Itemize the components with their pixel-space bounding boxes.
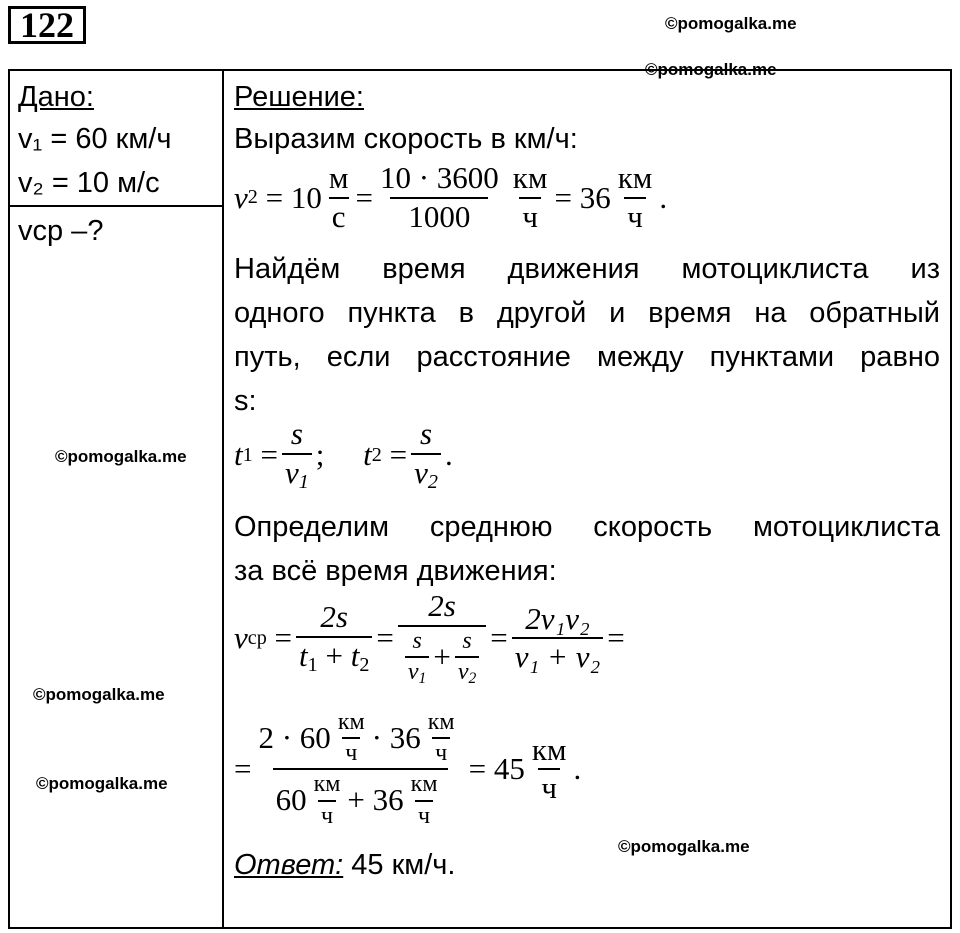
unit-fraction xyxy=(326,162,352,233)
frac-num: 10 · 3600 xyxy=(379,160,499,195)
fraction-s-v2 xyxy=(411,418,441,493)
column-divider xyxy=(222,69,224,929)
unit-den: ч xyxy=(538,768,560,805)
sub: 1 xyxy=(298,470,309,493)
num-part: 2 · 60 xyxy=(258,719,331,755)
unit-den: с xyxy=(329,197,349,234)
given-v1: v₁ = 60 км/ч xyxy=(18,123,172,155)
fraction-2s-t xyxy=(296,601,372,676)
unit-den: ч xyxy=(519,197,541,234)
watermark: ©pomogalka.me xyxy=(55,447,187,466)
frac-num: 2s xyxy=(320,599,348,635)
fraction-2s-sum xyxy=(398,590,486,687)
sub: 2 xyxy=(247,186,258,209)
sub: 2 xyxy=(427,470,438,493)
unit-fraction xyxy=(510,162,551,233)
paragraph-line: за всё время движения: xyxy=(234,555,557,587)
frac-num: 2s xyxy=(428,588,456,623)
equation-numeric: = 2 · 60 $\frac{км}{ч}$ · 36 $\frac{км}{ч}$ 60 $\frac{км}{ч}$ + 36 $\frac{км}{ч}$ = 45 $\frac{км}{ч}$ . xyxy=(234,709,582,829)
var-t: t xyxy=(234,437,243,473)
unit-num: км xyxy=(531,731,567,767)
frac-num: s xyxy=(419,416,433,451)
unit-num: км xyxy=(512,160,548,195)
paragraph-line: одного пункта в другой и время на обратный xyxy=(234,297,940,329)
answer-value: 45 км/ч. xyxy=(351,849,456,881)
equation-unit-conversion: v 2 = 10 $\frac{м}{с}$ = $\frac{10 \cdot 3600}{1000}$ $\frac{км}{ч}$ = 36 $\frac{км}{ч}$ . xyxy=(234,160,668,234)
frac-den: 1000 xyxy=(390,197,488,234)
conversion-fraction xyxy=(377,162,502,233)
fraction-2v1v2 xyxy=(512,600,604,675)
frac-num: 2v₁v₂ xyxy=(525,600,590,636)
frac-den xyxy=(411,453,441,493)
unit-num: км xyxy=(617,160,653,195)
unit-fraction xyxy=(615,162,656,233)
paragraph-line: s: xyxy=(234,385,257,417)
solution-line1: Выразим скорость в км/ч: xyxy=(234,123,578,155)
given-find: vср –? xyxy=(18,215,104,247)
paragraph-line: Найдём время движения мотоциклиста из xyxy=(234,253,940,285)
var-v: v xyxy=(414,454,428,490)
answer-label: Ответ: xyxy=(234,849,344,881)
frac-num: s xyxy=(290,416,303,451)
var-v: v xyxy=(234,620,248,656)
watermark: ©pomogalka.me xyxy=(665,14,797,33)
var-v: v xyxy=(284,454,299,490)
problem-number: 122 xyxy=(8,6,86,44)
var-t: t xyxy=(363,437,372,473)
watermark: ©pomogalka.me xyxy=(33,685,165,704)
equation-times: t 1 = $\frac{s}{v_1}$ ; t 2 = $\frac{s}{v_2}$ . xyxy=(234,416,453,493)
given-divider xyxy=(8,205,224,207)
sub: ср xyxy=(247,626,267,649)
result: = 45 xyxy=(468,751,525,787)
paragraph-line: путь, если расстояние между пунктами равно xyxy=(234,341,940,373)
sub: 2 xyxy=(371,443,382,466)
fraction-s-v1 xyxy=(282,418,312,493)
frac-den: $t_1 + t_2$ xyxy=(296,636,372,676)
var-v: v xyxy=(234,179,248,215)
given-title: Дано: xyxy=(18,81,94,113)
unit-den: ч xyxy=(624,197,646,234)
watermark: ©pomogalka.me xyxy=(618,837,750,856)
frac-den xyxy=(282,453,312,493)
fraction-numeric xyxy=(255,710,464,829)
result: 36 xyxy=(579,179,611,215)
den-part: 60 xyxy=(275,782,307,818)
num-part: · 36 xyxy=(371,719,421,755)
paragraph-line: Определим среднюю скорость мотоциклиста xyxy=(234,511,940,543)
den-part: + 36 xyxy=(347,782,404,818)
answer xyxy=(234,848,455,882)
solution-title: Решение: xyxy=(234,81,364,113)
unit-num: м xyxy=(328,160,349,195)
watermark: ©pomogalka.me xyxy=(645,60,777,79)
watermark: ©pomogalka.me xyxy=(36,774,168,793)
unit-fraction xyxy=(529,731,570,806)
value: 10 xyxy=(290,179,322,215)
frac-den: 60 $\frac{км}{ч}$ + 36 $\frac{км}{ч}$ xyxy=(273,768,448,828)
frac-num: 2 · 60 $\frac{км}{ч}$ · 36 $\frac{км}{ч}$ xyxy=(258,709,455,767)
given-v2: v₂ = 10 м/с xyxy=(18,167,160,199)
equation-average-speed: v ср = $\frac{2s}{t_1 + t_2}$ = 2s $\frac{s}{v_1}$ + $\frac{s}{v_2}$ = $\frac{\text{2v₁v₂}}{\text{v₁ + v₂}}$ = xyxy=(234,588,625,687)
sub: 1 xyxy=(242,443,253,466)
frac-den: v₁ + v₂ xyxy=(512,637,604,674)
frac-den: $\frac{s}{v_1}$ + $\frac{s}{v_2}$ xyxy=(398,625,486,687)
